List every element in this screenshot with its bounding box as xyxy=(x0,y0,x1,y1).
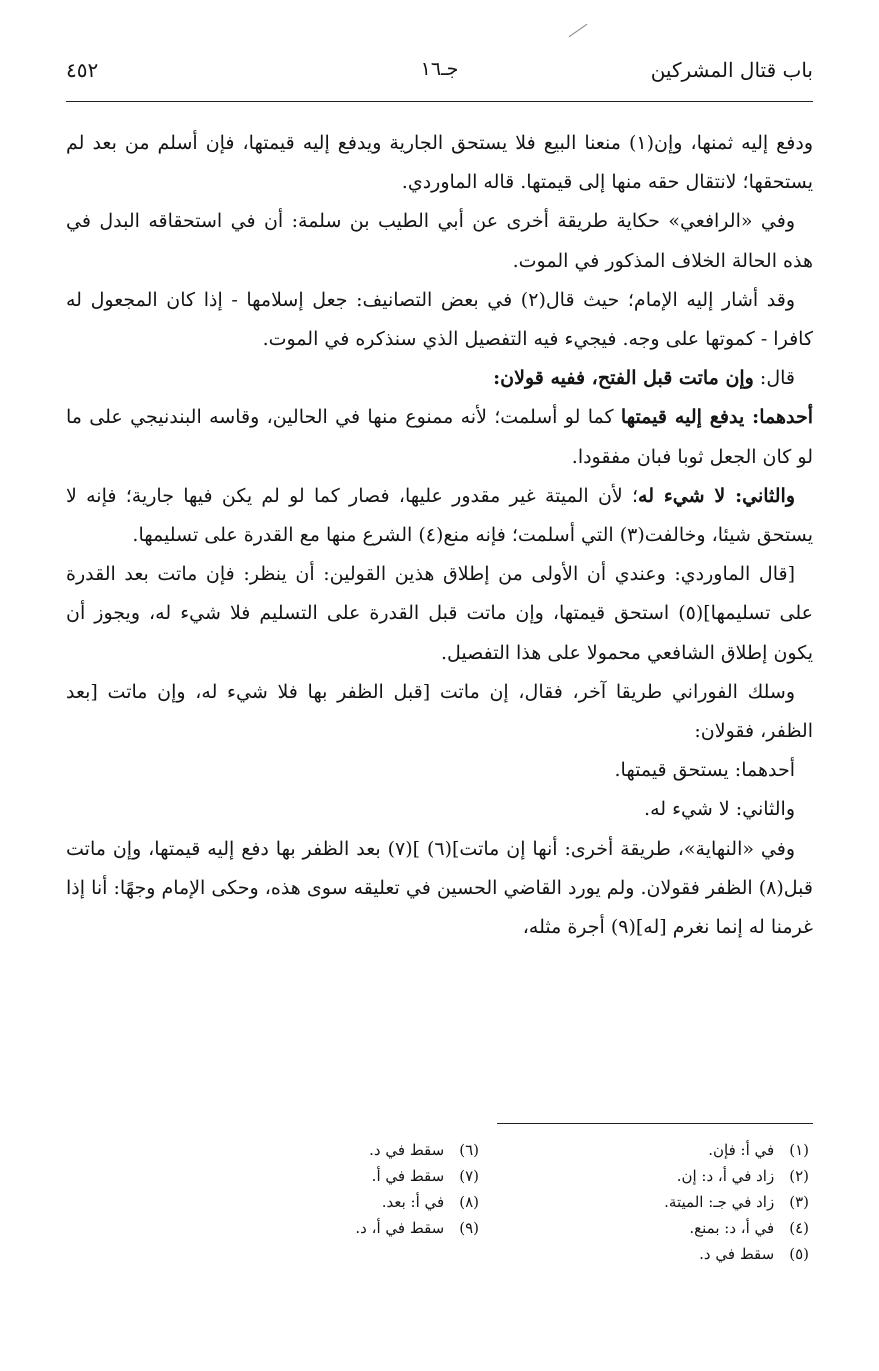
footnote-number: (١) xyxy=(789,1141,809,1159)
page-number: ٤٥٢ xyxy=(66,58,99,82)
footnote-text: في أ: بعد. xyxy=(381,1193,445,1211)
footnote-text: سقط في أ. xyxy=(371,1167,445,1185)
paragraph-5-bold: أحدهما: يدفع إليه قيمتها xyxy=(620,406,813,429)
footnote-item xyxy=(549,1163,809,1189)
paragraph-3: وقد أشار إليه الإمام؛ حيث قال(٢) في بعض التصانيف: جعل إسلامها - إذا كان المجعول له كافرا - كموتها على وجه. فيجيء فيه التفصيل الذي سنذكره في الموت. xyxy=(66,288,813,351)
paragraph-5 xyxy=(66,398,813,476)
paragraph-7: [قال الماوردي: وعندي أن الأولى من إطلاق هذين القولين: أن ينظر: فإن ماتت بعد القدرة على تسليمها](٥) استحق قيمتها، وإن ماتت قبل القدرة على التسليم فلا شيء له، ويجوز أن يكون إطلاق الشافعي محمولا على هذا التفصيل. xyxy=(66,563,813,664)
footnote-item xyxy=(249,1189,479,1215)
section-title: باب قتال المشركين xyxy=(650,58,813,82)
footnote-number: (٩) xyxy=(459,1219,479,1237)
footnotes xyxy=(190,1137,809,1267)
footnote-text: في أ، د: بمنع. xyxy=(689,1219,775,1237)
scan-mark xyxy=(569,24,588,37)
footnotes-column-2 xyxy=(249,1137,479,1267)
volume-label: جـ١٦ xyxy=(420,58,459,80)
footnote-number: (٦) xyxy=(459,1141,479,1159)
paragraph-5-rest: كما لو أسلمت؛ لأنه ممنوع منها في الحالين، وقاسه البندنيجي على ما لو كان الجعل ثوبا فبان مفقودا. xyxy=(66,406,813,468)
paragraph-4-bold: وإن ماتت قبل الفتح، ففيه قولان: xyxy=(493,367,754,390)
paragraph-8: وسلك الفوراني طريقا آخر، فقال، إن ماتت [قبل الظفر بها فلا شيء له، وإن ماتت [بعد الظفر، فقولان: xyxy=(66,680,813,743)
footnote-item xyxy=(549,1189,809,1215)
footnote-number: (٣) xyxy=(789,1193,809,1211)
footnote-number: (٤) xyxy=(789,1219,809,1237)
footnote-text: في أ: فإن. xyxy=(708,1141,775,1159)
page-header xyxy=(66,58,813,94)
paragraph-6-bold: والثاني: لا شيء له xyxy=(638,484,795,507)
paragraph-11: وفي «النهاية»، طريقة أخرى: أنها إن ماتت](٦) ](٧) بعد الظفر بها دفع إليه قيمتها، وإن ماتت قبل(٨) الظفر فقولان. ولم يورد القاضي الحسين في تعليقه سوى هذه، وحكى الإمام وجهًا: أنا إذا غرمنا له إنما نغرم [له](٩) أجرة مثله، xyxy=(66,837,813,939)
paragraph-4 xyxy=(66,359,813,398)
footnote-number: (٨) xyxy=(459,1193,479,1211)
paragraph-6 xyxy=(66,477,813,555)
header-rule xyxy=(66,101,813,102)
paragraph-2: وفي «الرافعي» حكاية طريقة أخرى عن أبي الطيب بن سلمة: أن في استحقاقه البدل في هذه الحالة الخلاف المذكور في الموت. xyxy=(66,210,813,272)
footnote-item xyxy=(249,1215,479,1241)
main-text xyxy=(66,124,813,947)
paragraph-9: أحدهما: يستحق قيمتها. xyxy=(614,759,795,782)
footnote-text: سقط في أ، د. xyxy=(355,1219,445,1237)
footnote-item xyxy=(249,1137,479,1163)
footnote-text: سقط في د. xyxy=(369,1141,445,1159)
footnotes-column-1 xyxy=(549,1137,809,1267)
paragraph-10: والثاني: لا شيء له. xyxy=(644,798,795,821)
footnote-number: (٢) xyxy=(789,1167,809,1185)
footnote-number: (٥) xyxy=(789,1245,809,1263)
footnote-rule xyxy=(497,1123,813,1124)
footnote-item xyxy=(549,1215,809,1241)
footnote-number: (٧) xyxy=(459,1167,479,1185)
footnote-item xyxy=(549,1137,809,1163)
footnote-text: زاد في جـ: الميتة. xyxy=(664,1193,775,1211)
paragraph-4-prefix: قال: xyxy=(753,367,795,390)
footnote-item xyxy=(249,1163,479,1189)
footnote-text: سقط في د. xyxy=(699,1245,775,1263)
footnote-text: زاد في أ، د: إن. xyxy=(676,1167,775,1185)
footnote-item xyxy=(549,1241,809,1267)
paragraph-6-rest: ؛ لأن الميتة غير مقدور عليها، فصار كما لو لم يكن فيها جارية؛ فإنه لا يستحق شيئا، وخالفت(٣) التي أسلمت؛ فإنه منع(٤) الشرع منها مع القدرة على تسليمها. xyxy=(66,484,813,547)
paragraph-1: ودفع إليه ثمنها، وإن(١) منعنا البيع فلا يستحق الجارية ويدفع إليه قيمتها، فإن أسلم من بعد لم يستحقها؛ لانتقال حقه منها إلى قيمتها. قاله الماوردي. xyxy=(66,132,813,194)
